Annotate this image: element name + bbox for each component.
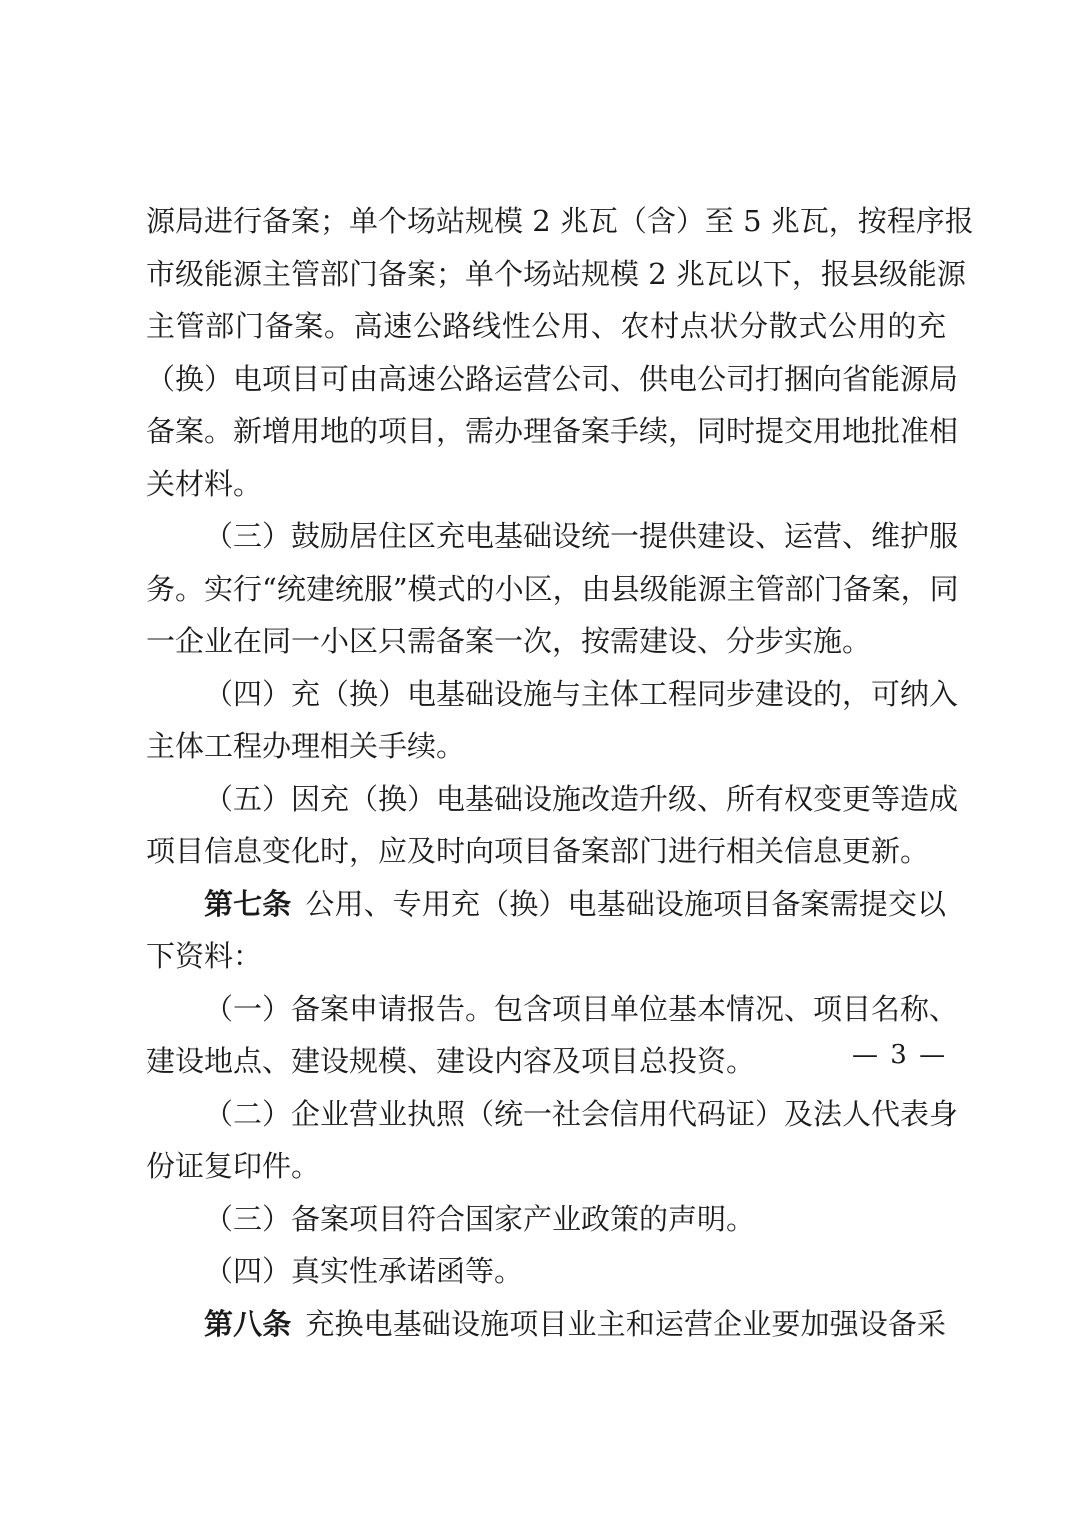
article-eight-label: 第八条: [204, 1306, 292, 1341]
text-line: （三）备案项目符合国家产业政策的声明。: [204, 1201, 756, 1236]
text-line: （换）电项目可由高速公路运营公司、供电公司打捆向省能源局: [146, 361, 959, 396]
text-line: 项目信息变化时，应及时向项目备案部门进行相关信息更新。: [146, 834, 930, 868]
text-line: 备案。新增用地的项目，需办理备案手续，同时提交用地批准相: [146, 414, 959, 448]
body-text: [146, 195, 974, 1350]
text-line: 源局进行备案；单个场站规模 2 兆瓦（含）至 5 兆瓦，按程序报: [146, 204, 974, 238]
text-line: （四）真实性承诺函等。: [204, 1254, 524, 1288]
text-line: 公用、专用充（换）电基础设施项目备案需提交以: [305, 886, 946, 921]
text-line: 一企业在同一小区只需备案一次，按需建设、分步实施。: [146, 624, 872, 658]
text-line: 主体工程办理相关手续。: [146, 729, 466, 763]
text-line: 下资料：: [146, 939, 263, 973]
article-seven-line: [146, 878, 946, 931]
text-line: 建设地点、建设规模、建设内容及项目总投资。: [146, 1044, 756, 1078]
text-line: 充换电基础设施项目业主和运营企业要加强设备采: [305, 1306, 946, 1341]
page-number: — 3 —: [852, 1040, 948, 1070]
text-line: 市级能源主管部门备案；单个场站规模 2 兆瓦以下，报县级能源: [146, 256, 966, 291]
article-seven-label: 第七条: [204, 886, 292, 921]
text-line: （五）因充（换）电基础设施改造升级、所有权变更等造成: [204, 781, 959, 816]
text-line: （二）企业营业执照（统一社会信用代码证）及法人代表身: [204, 1096, 959, 1131]
text-line: 关材料。: [146, 466, 263, 501]
text-line: 主管部门备案。高速公路线性公用、农村点状分散式公用的充: [146, 309, 946, 343]
text-line: （三）鼓励居住区充电基础设统一提供建设、运营、维护服: [204, 519, 959, 553]
text-line: 份证复印件。: [146, 1149, 321, 1183]
article-eight-line: [146, 1298, 946, 1351]
text-line: 务。实行“统建统服”模式的小区，由县级能源主管部门备案，同: [146, 571, 959, 606]
text-line: （四）充（换）电基础设施与主体工程同步建设的，可纳入: [204, 676, 959, 711]
text-line: （一）备案申请报告。包含项目单位基本情况、项目名称、: [204, 991, 959, 1026]
